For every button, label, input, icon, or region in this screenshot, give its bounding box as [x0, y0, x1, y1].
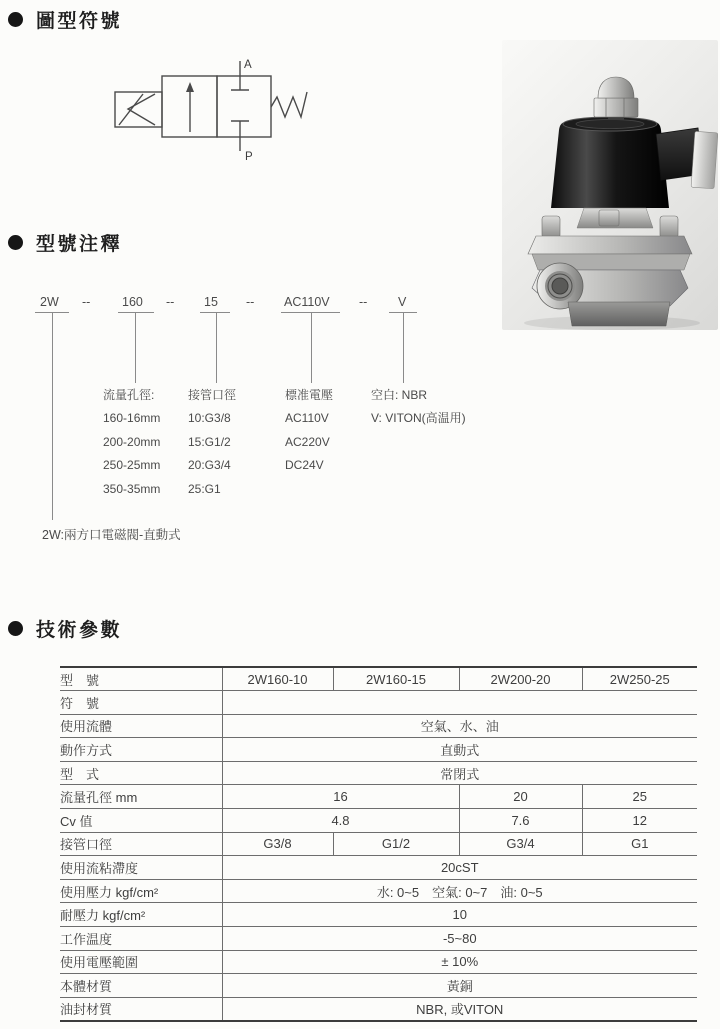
hex-nut — [594, 98, 638, 117]
cell: 20 — [459, 785, 582, 809]
row-label: 接管口徑 — [60, 832, 222, 856]
column-item: AC110V — [285, 411, 329, 426]
model-separator: -- — [82, 295, 91, 309]
table-row — [60, 761, 697, 785]
model-column-seal — [371, 384, 466, 431]
cell — [222, 691, 697, 715]
cell: 12 — [582, 809, 697, 833]
model-segment-orifice: 160 — [122, 295, 143, 309]
dome-cap — [598, 77, 634, 98]
cell: 2W160-15 — [333, 667, 459, 691]
table-row — [60, 691, 697, 715]
port-a-label: A — [244, 59, 252, 71]
cell: -5~80 — [222, 927, 697, 951]
model-column-port — [188, 384, 236, 501]
table-row — [60, 879, 697, 903]
row-label: 耐壓力 kgf/cm² — [60, 903, 222, 927]
flange-plate — [528, 236, 692, 254]
table-row — [60, 856, 697, 880]
model-segment-voltage: AC110V — [284, 295, 330, 309]
section-graphic-symbol-heading — [8, 6, 122, 33]
column-title: 流量孔徑: — [103, 388, 155, 402]
column-item: 15:G1/2 — [188, 434, 231, 449]
column-item: 200-20mm — [103, 434, 161, 449]
leader-line — [52, 313, 53, 520]
column-item: 160-16mm — [103, 411, 161, 426]
column-item: DC24V — [285, 458, 324, 473]
cell: 2W160-10 — [247, 671, 308, 687]
cell: NBR, 或VITON — [222, 997, 697, 1021]
coil-top-inner — [576, 120, 644, 129]
row-label: 使用電壓範圍 — [60, 950, 222, 974]
row-label: 流量孔徑 mm — [60, 785, 222, 809]
leader-line — [403, 313, 404, 383]
cell: 直動式 — [222, 738, 697, 762]
connector-cap — [691, 131, 718, 188]
table-row — [60, 903, 697, 927]
row-label: 油封材質 — [60, 997, 222, 1021]
cell: 20cST — [222, 856, 697, 880]
cell: 4.8 — [222, 809, 459, 833]
cell: 2W200-20 — [459, 667, 582, 691]
coil-housing — [551, 122, 669, 208]
valve-lower-body — [568, 302, 670, 326]
cell: 7.6 — [459, 809, 582, 833]
bullet-icon — [8, 12, 23, 27]
cell: 2W250-25 — [582, 667, 697, 691]
cell: 常閉式 — [222, 761, 697, 785]
leader-line — [135, 313, 136, 383]
column-item: 350-35mm — [103, 481, 161, 496]
column-title: 接管口徑 — [188, 388, 237, 402]
section-technical-params-heading — [8, 615, 122, 642]
leader-line — [311, 313, 312, 383]
underline — [118, 312, 154, 313]
valve-schematic-diagram — [100, 40, 320, 172]
table-row — [60, 809, 697, 833]
cell: 空氣、水、油 — [222, 714, 697, 738]
table-row — [60, 714, 697, 738]
product-photo — [502, 40, 718, 330]
flange-bolt — [660, 216, 678, 238]
model-separator: -- — [359, 295, 368, 309]
cell: 10 — [222, 903, 697, 927]
column-item: 20:G3/4 — [188, 458, 231, 473]
row-label: 型 式 — [60, 761, 222, 785]
model-separator: -- — [166, 295, 175, 309]
table-row — [60, 667, 697, 691]
row-label: 使用流粘滯度 — [60, 856, 222, 880]
row-label: 動作方式 — [60, 738, 222, 762]
column-title: 標准電壓 — [285, 388, 334, 402]
solenoid-chevron — [128, 94, 155, 125]
cell: G3/8 — [222, 832, 333, 856]
row-label: 符 號 — [60, 691, 222, 715]
model-segment-port: 15 — [204, 295, 218, 309]
port-p-label: P — [245, 151, 253, 163]
column-item: V: VITON(高温用) — [371, 411, 466, 426]
valve-position-closed — [217, 76, 271, 137]
spec-table — [60, 666, 697, 1022]
row-label: Cv 值 — [60, 809, 222, 833]
table-row — [60, 950, 697, 974]
cell: G1 — [582, 832, 697, 856]
center-stud — [599, 210, 619, 226]
table-row — [60, 785, 697, 809]
model-separator: -- — [246, 295, 255, 309]
row-label: 本體材質 — [60, 974, 222, 998]
spec-table-container — [60, 666, 697, 1022]
column-item: AC220V — [285, 434, 330, 449]
model-column-voltage — [285, 384, 333, 478]
model-segment-seal: V — [398, 295, 407, 309]
solenoid-valve-illustration — [502, 40, 718, 330]
table-row — [60, 927, 697, 951]
leader-line — [216, 313, 217, 383]
section-model-notation-heading — [8, 229, 122, 256]
model-segment-series: 2W — [40, 295, 59, 309]
cell: G1/2 — [333, 832, 459, 856]
row-label: 使用壓力 kgf/cm² — [60, 879, 222, 903]
column-item: 250-25mm — [103, 458, 161, 473]
port-bore — [552, 278, 568, 294]
table-row — [60, 997, 697, 1021]
solenoid-diagonal — [119, 94, 143, 125]
table-row — [60, 738, 697, 762]
cell: G3/4 — [459, 832, 582, 856]
column-title: 空白: NBR — [371, 388, 428, 402]
spring-icon — [271, 92, 307, 117]
cell: 水: 0~5 空氣: 0~7 油: 0~5 — [222, 879, 697, 903]
flow-arrowhead — [186, 82, 194, 92]
flange-bolt — [542, 216, 560, 238]
bullet-icon — [8, 235, 23, 250]
cell: 黃銅 — [222, 974, 697, 998]
bullet-icon — [8, 621, 23, 636]
cell: ± 10% — [222, 950, 697, 974]
cell: 16 — [222, 785, 459, 809]
underline — [200, 312, 230, 313]
column-item: 10:G3/8 — [188, 411, 231, 426]
section-title: 型號注釋 — [36, 234, 123, 255]
row-label: 型 號 — [60, 667, 222, 691]
section-title: 圖型符號 — [36, 11, 123, 32]
table-row — [60, 974, 697, 998]
row-label: 使用流體 — [60, 714, 222, 738]
cell: 25 — [582, 785, 697, 809]
model-series-note: 2W:兩方口電磁閥-直動式 — [42, 528, 181, 542]
row-label: 工作温度 — [60, 927, 222, 951]
column-item: 25:G1 — [188, 481, 221, 496]
model-column-orifice — [103, 384, 160, 501]
table-row — [60, 832, 697, 856]
section-title: 技術參數 — [36, 620, 123, 641]
